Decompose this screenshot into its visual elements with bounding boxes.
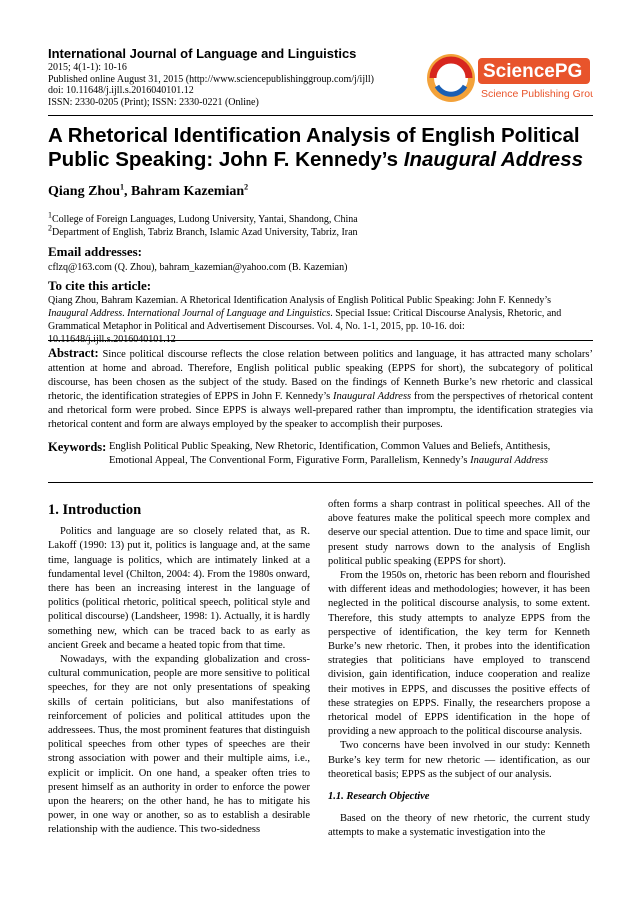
abstract-block bbox=[48, 346, 593, 432]
email-addresses: cflzq@163.com (Q. Zhou), bahram_kazemian@yahoo.com (B. Kazemian) bbox=[48, 262, 348, 273]
keywords-italic: Inaugural Address bbox=[470, 455, 548, 466]
journal-name: International Journal of Language and Linguistics bbox=[48, 46, 357, 61]
cite-part-2: . bbox=[122, 308, 128, 319]
right-column bbox=[328, 498, 590, 841]
keywords-block bbox=[48, 440, 593, 468]
affiliation-2 bbox=[48, 223, 358, 239]
left-column bbox=[48, 503, 310, 838]
paragraph: Two concerns have been involved in our study: Kenneth Burke’s key term for new rhetoric — identification, as our theoretical basis; EPPS as the subject of our analysis. bbox=[328, 740, 590, 780]
published-line: Published online August 31, 2015 (http://www.sciencepublishinggroup.com/j/ijll) bbox=[48, 73, 374, 85]
section-heading-introduction: 1. Introduction bbox=[48, 502, 142, 518]
abstract-top-rule bbox=[48, 340, 593, 341]
sciencepg-logo-icon bbox=[423, 48, 593, 108]
cite-part-3: . Special Issue: Critical Discourse Analysis, Rhetoric, and Grammatical Metaphor in Political and Advertisement Discourses. Vol. 4, No. 1-1, 2015, pp. 10-16. doi: 10.11648/j.ijll.s.2016040101.12 bbox=[48, 308, 562, 345]
affiliation-2-sup: 2 bbox=[48, 223, 52, 233]
keywords-text bbox=[109, 440, 593, 468]
title-line-1: A Rhetorical Identification Analysis of English Political bbox=[48, 124, 580, 147]
issue-line: 2015; 4(1-1): 10-16 bbox=[48, 62, 127, 73]
abstract-label: Abstract: bbox=[48, 346, 99, 360]
logo-subtitle: Science Publishing Group bbox=[481, 88, 593, 100]
author-2: Bahram Kazemian bbox=[130, 184, 245, 199]
logo-wordmark: SciencePG bbox=[483, 61, 583, 82]
doi-line: doi: 10.11648/j.ijll.s.2016040101.12 bbox=[48, 85, 194, 96]
author-separator: , bbox=[123, 184, 131, 199]
abstract-text-2: from the perspectives of rhetorical content and rhetorical form were probed. Since EPPS is always well-prepared rather than impromptu, the identification strategies via rhetorical content and form are always employed by the speaker to accomplish their purposes. bbox=[48, 391, 593, 430]
subsection-heading: 1.1. Research Objective bbox=[328, 791, 430, 803]
keywords-list: English Political Public Speaking, New Rhetoric, Identification, Common Values and Beliefs, Antithesis, Emotional Appeal, The Conventional Form, Figurative Form, Parallelism, Kennedy’s bbox=[108, 441, 551, 466]
paragraph: From the 1950s on, rhetoric has been reborn and flourished with different ideas and methodologies; however, it has been neglected in the political discourse analysis, to some extent. Therefore, this study attempts to analyze EPPS from the perspective of identification, the key term for Kenneth Burke’s new rhetoric. Then, it probes into the identification strategies that politicians have employed to transcend division, gain identification, induce cooperation and realize their motives in EPPS, and discusses the positive effects of these strategies on EPPS. Finally, the researchers propose a rhetorical model of EPPS identification in the hope of providing a new approach to the political discourse analysis. bbox=[328, 570, 590, 738]
paper-title bbox=[48, 124, 598, 172]
cite-part-1: Qiang Zhou, Bahram Kazemian. A Rhetorical Identification Analysis of English Political Public Speaking: John F. Kennedy’s bbox=[48, 295, 552, 306]
cite-journal-italic: International Journal of Language and Linguistics bbox=[127, 308, 331, 319]
author-list bbox=[48, 184, 248, 200]
title-italic: Inaugural Address bbox=[403, 148, 584, 171]
affiliation-2-text: Department of English, Tabriz Branch, Islamic Azad University, Tabriz, Iran bbox=[52, 227, 358, 238]
paragraph: Politics and language are so closely related that, as R. Lakoff (1990: 13) put it, politics is language and, at the same time, language is politics, which are intimately linked at a fundamental level (Chilton, 2004: 4). From the 1980s onward, there has been an increasing interest in the language of politics (political rhetoric, political speech, political style and political discourse) (Landsheer, 1998: 1). Actually, it is hardly something new, which can be traced back to as early as ancient Greek and became a heated topic from that time. bbox=[48, 526, 310, 651]
citation-text bbox=[48, 294, 593, 346]
affiliation-1-text: College of Foreign Languages, Ludong University, Yantai, Shandong, China bbox=[52, 214, 358, 225]
issn-line: ISSN: 2330-0205 (Print); ISSN: 2330-0221 (Online) bbox=[48, 96, 259, 108]
author-1-sup: 1 bbox=[119, 182, 124, 192]
title-line-2: Public Speaking: John F. Kennedy’s bbox=[48, 148, 404, 171]
journal-header bbox=[48, 46, 593, 114]
body-top-rule bbox=[48, 482, 593, 483]
email-heading: Email addresses: bbox=[48, 244, 143, 259]
abstract-italic: Inaugural Address bbox=[333, 391, 412, 402]
header-rule bbox=[48, 115, 593, 116]
keywords-label: Keywords: bbox=[48, 440, 107, 454]
paragraph: Based on the theory of new rhetoric, the current study attempts to make a systematic investigation into the bbox=[328, 813, 590, 839]
author-1: Qiang Zhou bbox=[48, 184, 120, 199]
abstract-text-1: Since political discourse reflects the close relation between politics and language, it has attracted many scholars’ attention at home and abroad. Therefore, English political public speaking (EPPS for short), the subcategory of political discourse, has been chosen as the subject of the study. Based on the findings of Kenneth Burke’s new rhetoric and classical rhetoric, the identification strategies of EPPS in John F. Kennedy’s bbox=[48, 349, 593, 402]
paragraph: often forms a sharp contrast in political speeches. All of the above features make the political speech more complex and deserve our special attention. Due to time and space limit, our present study narrows down to the analysis of English political public speaking (EPPS for short). bbox=[328, 499, 590, 567]
affiliation-1 bbox=[48, 210, 358, 226]
affiliation-1-sup: 1 bbox=[48, 210, 52, 220]
paragraph: Nowadays, with the expanding globalization and cross-cultural communication, people are more sensitive to political speeches, for they are not only presentations of speaking skills of certain politicians, but also manifestations of reinforcement of policies and political attitudes upon the addressees. Thus, the most prominent features that distinguish political speeches from other types of speeches are their strong association with power and their multiple aims, i.e., explicit or implicit. On one hand, a speaker often tries to present himself as an authority in order to enforce the power upon the hearers; on the other hand, he has to mitigate his power, in one way or another, so as to establish a desirable relationship with the audience. This two-sidedness bbox=[48, 654, 310, 836]
cite-italic-1: Inaugural Address bbox=[48, 308, 123, 319]
author-2-sup: 2 bbox=[244, 182, 249, 192]
cite-heading: To cite this article: bbox=[48, 278, 152, 293]
sciencepg-logo bbox=[423, 48, 593, 108]
